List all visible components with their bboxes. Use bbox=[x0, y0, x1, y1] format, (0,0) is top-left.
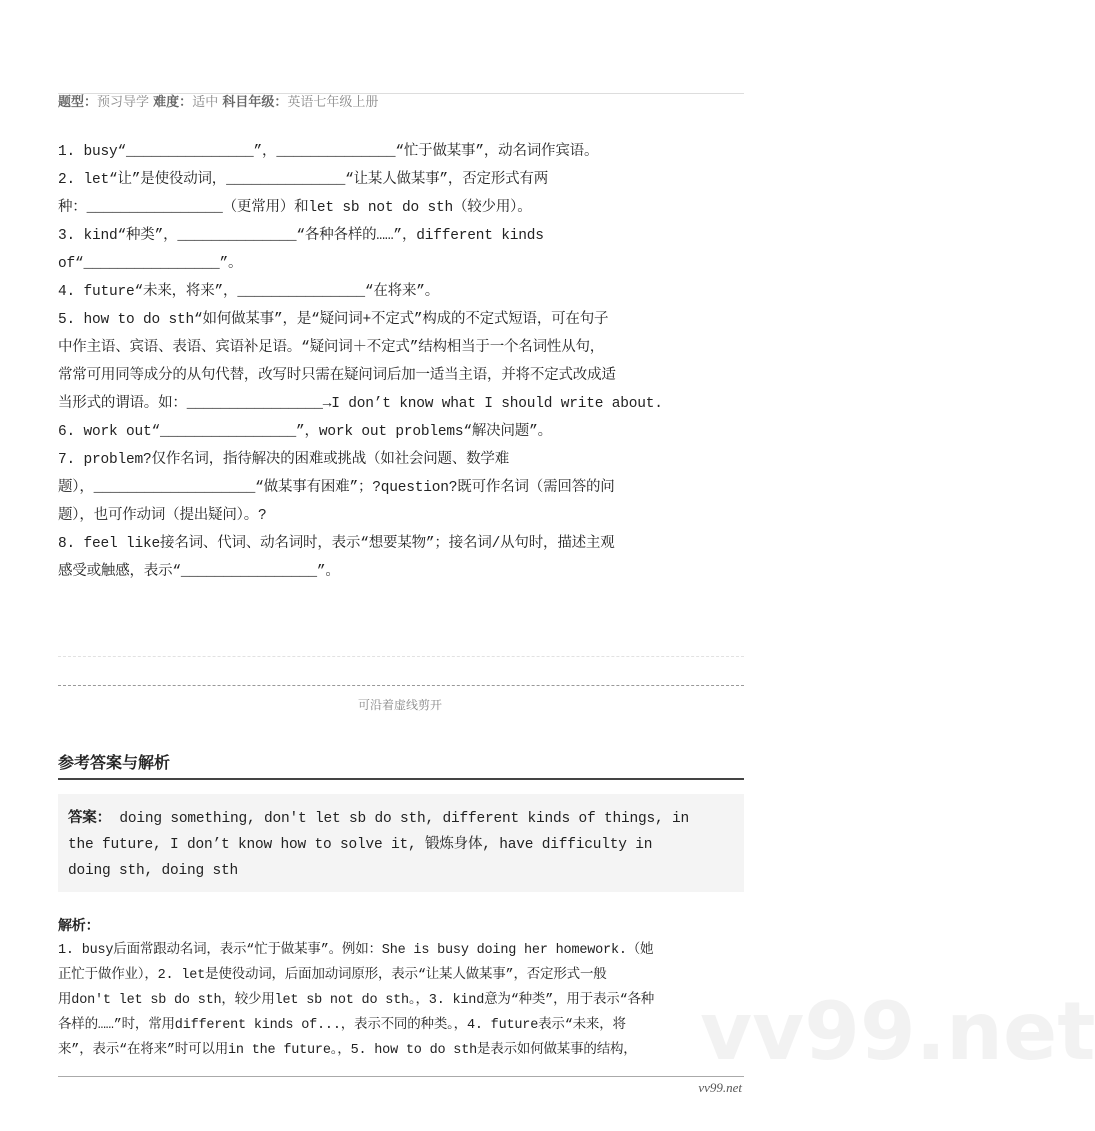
analysis-line: 1. busy后面常跟动名词，表示“忙于做某事”。例如：She is busy doing her homework.（她 bbox=[58, 943, 654, 958]
faint-dashed-line bbox=[58, 656, 744, 657]
watermark: vv99.net bbox=[700, 985, 1095, 1078]
question-line: 常常可用同等成分的从句代替，改写时只需在疑问词后加一适当主语，并将不定式改成适 bbox=[58, 368, 616, 384]
question-line: 1. busy“_______________”，______________“忙于做某事”，动名词作宾语。 bbox=[58, 144, 599, 160]
answer-line: the future, I don’t know how to solve it, 锻炼身体, have difficulty in bbox=[68, 837, 653, 853]
question-line: 2. let“让”是使役动词，______________“让某人做某事”，否定形式有两 bbox=[58, 172, 549, 188]
question-line: 种：________________（更常用）和let sb not do sth（较少用）。 bbox=[58, 200, 532, 216]
answer-label: 答案： bbox=[68, 810, 111, 826]
footer-divider bbox=[58, 1076, 744, 1077]
type-label: 题型： bbox=[58, 95, 98, 110]
analysis-line: 各样的……”时，常用different kinds of...，表示不同的种类。，4. future表示“未来，将 bbox=[58, 1018, 626, 1033]
subject-label: 科目年级： bbox=[222, 95, 288, 110]
question-line: 当形式的谓语。如：________________→I don’t know what I should write about. bbox=[58, 396, 663, 412]
subject-value: 英语七年级上册 bbox=[287, 95, 379, 110]
type-value: 预习导学 bbox=[97, 95, 150, 110]
question-line: 6. work out“________________”，work out problems“解决问题”。 bbox=[58, 424, 552, 440]
question-line: 3. kind“种类”，______________“各种各样的……”，different kinds bbox=[58, 228, 544, 244]
question-line: 5. how to do sth“如何做某事”，是“疑问词+不定式”构成的不定式短语，可在句子 bbox=[58, 312, 609, 328]
question-line: 8. feel like接名词、代词、动名词时，表示“想要某物”；接名词/从句时，描述主观 bbox=[58, 536, 615, 552]
analysis-line: 来”，表示“在将来”时可以用in the future。，5. how to do sth是表示如何做某事的结构， bbox=[58, 1043, 637, 1058]
header-divider bbox=[58, 93, 744, 94]
question-line: 题），也可作动词（提出疑问）。? bbox=[58, 508, 267, 524]
section-title: 参考答案与解析 bbox=[58, 753, 171, 772]
cut-dashed-line bbox=[58, 685, 744, 686]
answer-line bbox=[68, 808, 689, 829]
footer-site: vv99.net bbox=[698, 1080, 742, 1095]
question-line: of“________________”。 bbox=[58, 256, 243, 272]
question-line: 感受或触感，表示“________________”。 bbox=[58, 564, 340, 580]
analysis-line: 用don't let sb do sth，较少用let sb not do sth。，3. kind意为“种类”，用于表示“各种 bbox=[58, 993, 655, 1008]
difficulty-value: 适中 bbox=[192, 95, 219, 110]
answer-line: doing sth, doing sth bbox=[68, 863, 239, 879]
analysis-line: 正忙于做作业），2. let是使役动词，后面加动词原形，表示“让某人做某事”，否定形式一般 bbox=[58, 968, 607, 983]
difficulty-label: 难度： bbox=[153, 95, 193, 110]
analysis-label: 解析： bbox=[58, 918, 100, 934]
question-line: 题），___________________“做某事有困难”；?question?既可作名词（需回答的问 bbox=[58, 480, 615, 496]
question-line: 中作主语、宾语、表语、宾语补足语。“疑问词＋不定式”结构相当于一个名词性从句， bbox=[58, 340, 605, 356]
answer-text: doing something, don't let sb do sth, different kinds of things, in bbox=[119, 811, 690, 827]
question-line: 4. future“未来，将来”，_______________“在将来”。 bbox=[58, 284, 440, 300]
question-line: 7. problem?仅作名词，指待解决的困难或挑战（如社会问题、数学难 bbox=[58, 452, 510, 468]
section-divider bbox=[58, 778, 744, 780]
cut-hint: 可沿着虚线剪开 bbox=[357, 698, 442, 712]
